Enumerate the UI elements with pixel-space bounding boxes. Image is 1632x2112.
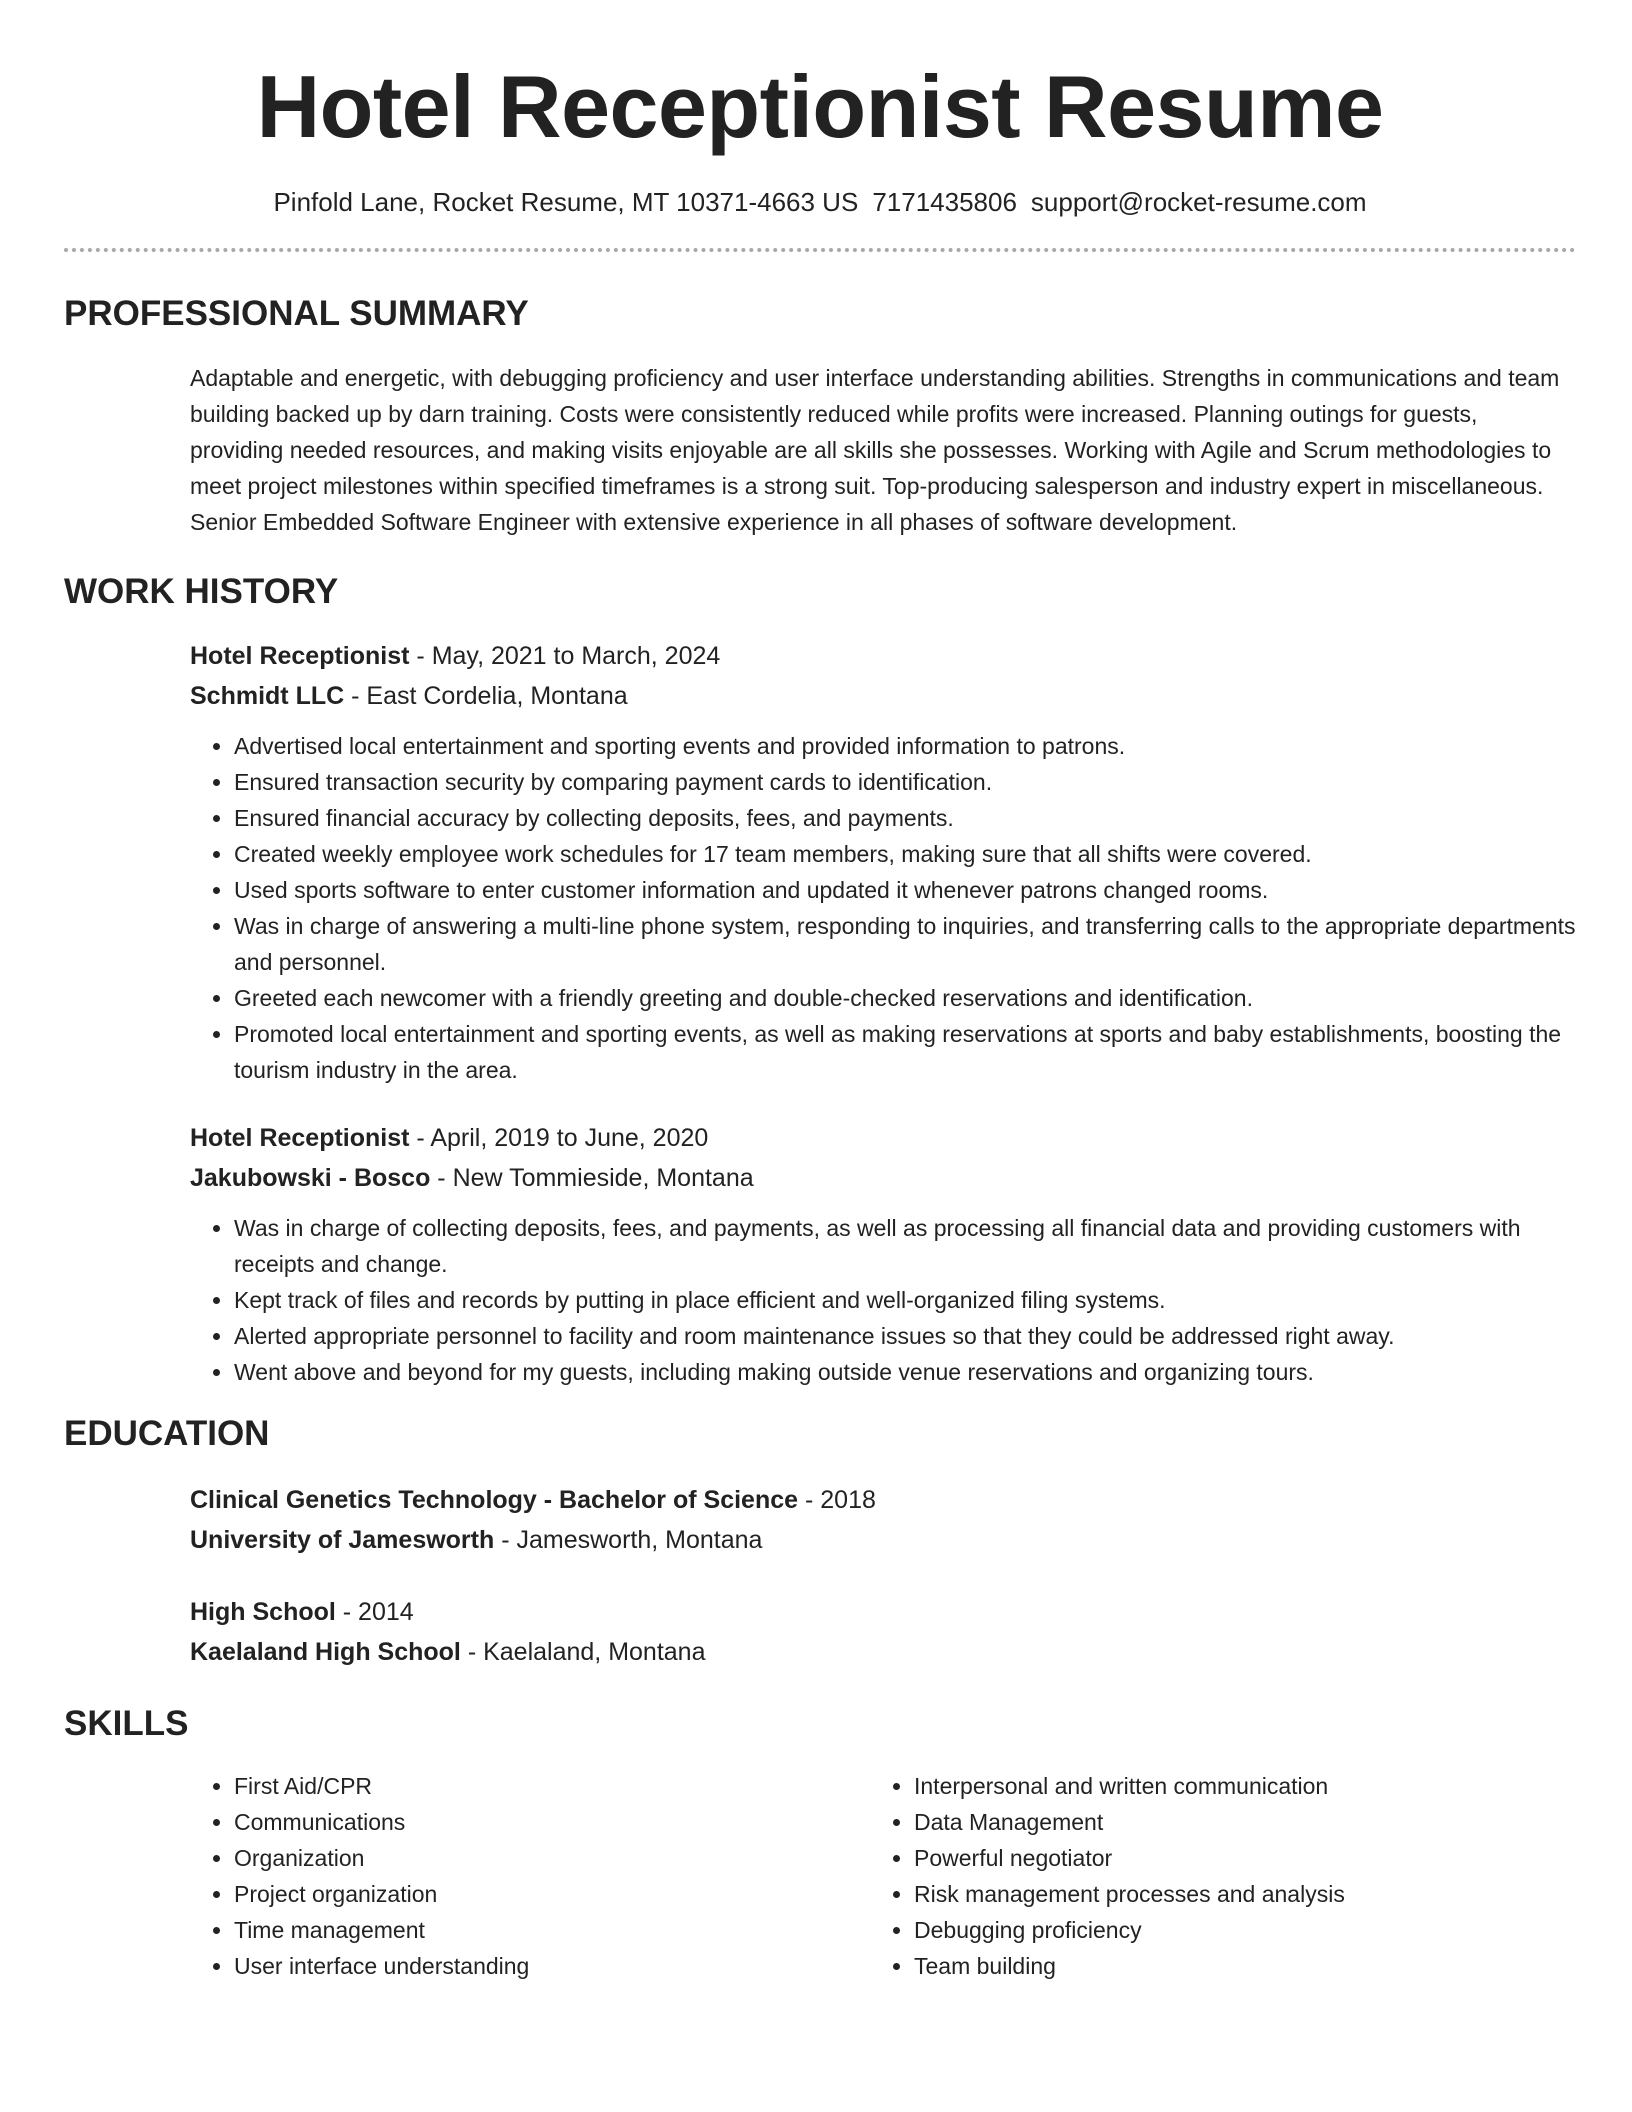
header-divider [64, 248, 1576, 252]
resume-page [64, 0, 1576, 1984]
skill-item: • Powerful negotiator [914, 1840, 1550, 1876]
section-title-education: EDUCATION [64, 1414, 270, 1453]
job-location: - East Cordelia, Montana [344, 682, 628, 710]
job-dates: - May, 2021 to March, 2024 [409, 642, 721, 670]
skill-item: • Organization [234, 1840, 870, 1876]
education-location: - Kaelaland, Montana [460, 1638, 706, 1666]
list-item: • Was in charge of collecting deposits, fees, and payments, as well as processing all financial data and providing customers with receipts and change. [234, 1210, 1576, 1282]
skill-item: • Time management [234, 1912, 870, 1948]
contact-line [64, 184, 1576, 220]
section-title-work-history: WORK HISTORY [64, 572, 339, 611]
skill-item: • Debugging proficiency [914, 1912, 1550, 1948]
job-dates: - April, 2019 to June, 2020 [409, 1124, 709, 1152]
list-item: • Ensured financial accuracy by collecting deposits, fees, and payments. [234, 800, 1576, 836]
job-company-line [190, 676, 1576, 716]
skills-column-left [190, 1768, 870, 1984]
job-bullets [190, 1210, 1576, 1390]
skill-item: • Communications [234, 1804, 870, 1840]
education-year: - 2014 [335, 1598, 414, 1626]
contact-email: support@rocket-resume.com [1030, 187, 1367, 217]
section-title-summary: PROFESSIONAL SUMMARY [64, 294, 529, 333]
list-item: • Greeted each newcomer with a friendly greeting and double-checked reservations and identification. [234, 980, 1576, 1016]
skill-item: • Team building [914, 1948, 1550, 1984]
list-item: • Went above and beyond for my guests, including making outside venue reservations and organizing tours. [234, 1354, 1576, 1390]
education-school: University of Jamesworth [190, 1526, 495, 1554]
job-role: Hotel Receptionist [190, 642, 410, 670]
education-degree: Clinical Genetics Technology - Bachelor of Science [190, 1486, 799, 1514]
list-item: • Was in charge of answering a multi-line phone system, responding to inquiries, and transferring calls to the appropriate departments and personnel. [234, 908, 1576, 980]
skill-item: • Data Management [914, 1804, 1550, 1840]
education-school: Kaelaland High School [190, 1638, 461, 1666]
education-school-line [190, 1520, 1576, 1560]
list-item: • Promoted local entertainment and sporting events, as well as making reservations at sports and baby establishments, boosting the tourism industry in the area. [234, 1016, 1576, 1088]
job-entry [190, 1118, 1576, 1390]
skills-grid [190, 1768, 1576, 1984]
skills-column-right [870, 1768, 1550, 1984]
education-school-line [190, 1632, 1576, 1672]
job-company: Jakubowski - Bosco [190, 1164, 431, 1192]
education-degree: High School [190, 1598, 336, 1626]
job-company-line [190, 1158, 1576, 1198]
list-item: • Used sports software to enter customer information and updated it whenever patrons changed rooms. [234, 872, 1576, 908]
job-role: Hotel Receptionist [190, 1124, 410, 1152]
education-year: - 2018 [798, 1486, 876, 1514]
education-degree-line [190, 1480, 1576, 1520]
job-entry [190, 636, 1576, 1088]
job-title-line [190, 1118, 1576, 1158]
skill-item: • Project organization [234, 1876, 870, 1912]
job-company: Schmidt LLC [190, 682, 345, 710]
skill-item: • User interface understanding [234, 1948, 870, 1984]
education-entry [190, 1480, 1576, 1560]
skill-item: • First Aid/CPR [234, 1768, 870, 1804]
education-degree-line [190, 1592, 1576, 1632]
job-bullets [190, 728, 1576, 1088]
contact-phone: 7171435806 [872, 187, 1017, 217]
education-location: - Jamesworth, Montana [494, 1526, 763, 1554]
list-item: • Created weekly employee work schedules for 17 team members, making sure that all shifts were covered. [234, 836, 1576, 872]
job-title-line [190, 636, 1576, 676]
education-entry [190, 1592, 1576, 1672]
skill-item: • Risk management processes and analysis [914, 1876, 1550, 1912]
section-title-skills: SKILLS [64, 1704, 189, 1743]
skill-item: • Interpersonal and written communication [914, 1768, 1550, 1804]
list-item: • Ensured transaction security by comparing payment cards to identification. [234, 764, 1576, 800]
list-item: • Kept track of files and records by putting in place efficient and well-organized filing systems. [234, 1282, 1576, 1318]
job-location: - New Tommieside, Montana [430, 1164, 754, 1192]
list-item: • Advertised local entertainment and sporting events and provided information to patrons. [234, 728, 1576, 764]
resume-title: Hotel Receptionist Resume [256, 57, 1384, 156]
contact-address: Pinfold Lane, Rocket Resume, MT 10371-4663 US [273, 187, 859, 217]
list-item: • Alerted appropriate personnel to facility and room maintenance issues so that they could be addressed right away. [234, 1318, 1576, 1354]
summary-text: Adaptable and energetic, with debugging proficiency and user interface understanding abilities. Strengths in communications and team building backed up by darn training. Costs were consistently reduced while profits were increased. Planning outings for guests, providing needed resources, and making visits enjoyable are all skills she possesses. Working with Agile and Scrum methodologies to meet project milestones within specified timeframes is a strong suit. Top-producing salesperson and industry expert in miscellaneous. Senior Embedded Software Engineer with extensive experience in all phases of software development. [190, 365, 1560, 535]
